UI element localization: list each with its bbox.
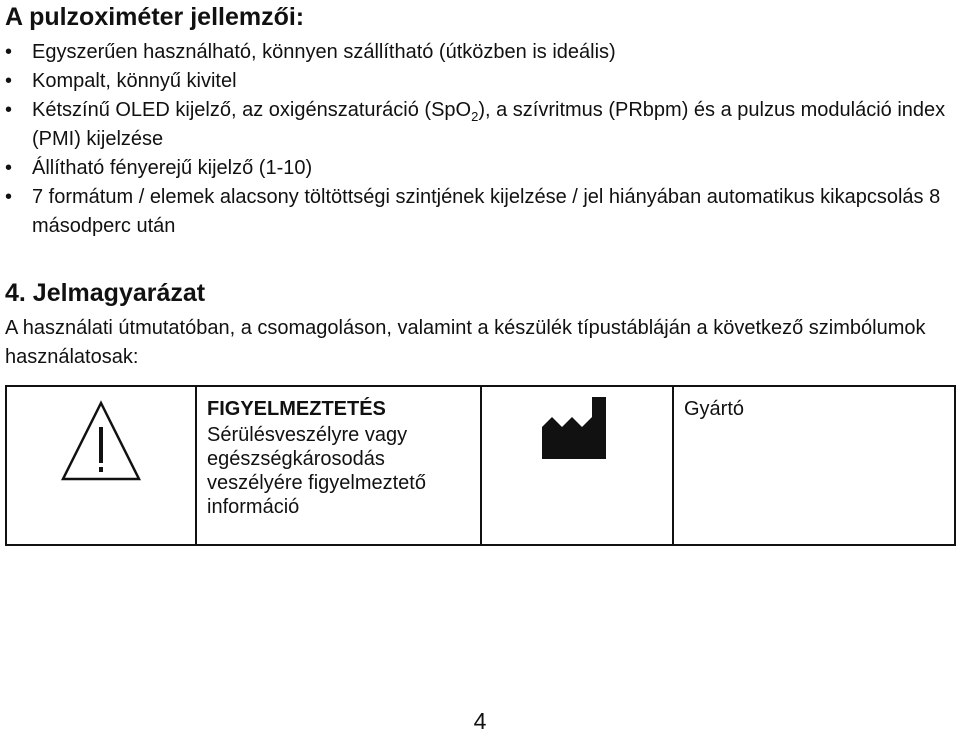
warning-symbol-cell xyxy=(6,386,196,545)
table-row xyxy=(6,386,955,545)
feature-text: ), a szívritmus (PRbpm) és a pulzus moduláció index (PMI) kijelzése xyxy=(32,99,946,150)
feature-text: Kétszínű OLED kijelző, az oxigénszaturáció (SpO xyxy=(32,99,472,121)
legend-heading: 4. Jelmagyarázat xyxy=(5,279,206,307)
warning-description-cell xyxy=(196,386,481,545)
list-item xyxy=(5,96,955,154)
list-item xyxy=(5,67,955,96)
list-item xyxy=(5,154,955,183)
page-number: 4 xyxy=(473,708,487,734)
feature-text: 7 formátum / elemek alacsony töltöttségi szintjének kijelzése / jel hiányában automatikus kikapcsolás 8 másodperc után xyxy=(32,186,941,237)
features-list xyxy=(5,38,955,241)
subscript-2: 2 xyxy=(471,109,479,124)
features-heading: A pulzoximéter jellemzői: xyxy=(5,3,305,31)
warning-triangle-icon xyxy=(60,399,142,483)
manufacturer-symbol-cell xyxy=(481,386,673,545)
warning-title: FIGYELMEZTETÉS xyxy=(207,398,386,420)
feature-text: Állítható fényerejű kijelző (1-10) xyxy=(32,157,313,179)
legend-intro-text: A használati útmutatóban, a csomagoláson, valamint a készülék típustábláján a következő szimbólumok használatosak: xyxy=(5,317,926,368)
feature-text: Egyszerűen használható, könnyen szállítható (útközben is ideális) xyxy=(32,41,616,63)
warning-description: Sérülésveszélyre vagy egészségkárosodás veszélyére figyelmeztető információ xyxy=(207,424,426,518)
list-item xyxy=(5,183,955,241)
feature-text: Kompalt, könnyű kivitel xyxy=(32,70,237,92)
symbols-table xyxy=(5,385,956,546)
manufacturer-label: Gyártó xyxy=(684,398,745,420)
manufacturer-factory-icon xyxy=(542,397,608,461)
manufacturer-description-cell xyxy=(673,386,955,545)
list-item xyxy=(5,38,955,67)
